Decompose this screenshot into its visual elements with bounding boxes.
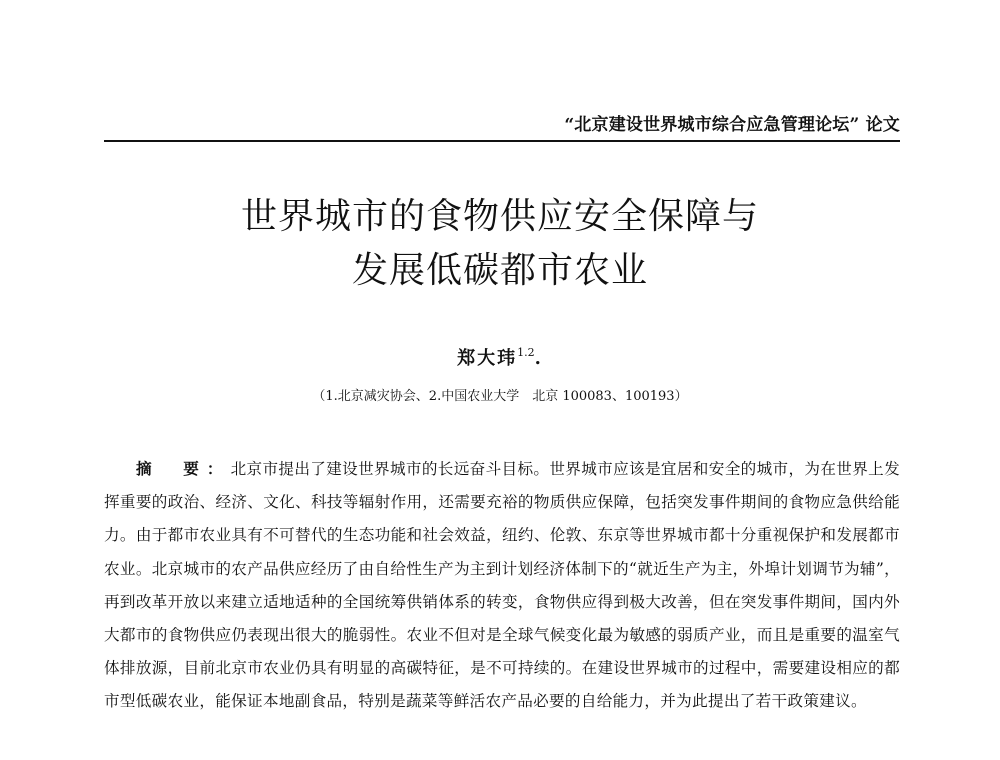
abstract-label: 摘 要： [136,459,231,478]
abstract-text: 北京市提出了建设世界城市的长远奋斗目标。世界城市应该是宜居和安全的城市，为在世界上发挥重要的政治、经济、文化、科技等辐射作用，还需要充裕的物质供应保障，包括突发事件期间的食物应急供给能力。由于都市农业具有不可替代的生态功能和社会效益，纽约、伦敦、东京等世界城市都十分重视保护和发展都市农业。北京城市的农产品供应经历了由自给性生产为主到计划经济体制下的“就近生产为主，外埠计划调节为辅”，再到改革开放以来建立适地适种的全国统筹供销体系的转变，食物供应得到极大改善，但在突发事件期间，国内外大都市的食物供应仍表现出很大的脆弱性。农业不但对是全球气候变化最为敏感的弱质产业，而且是重要的温室气体排放源，目前北京市农业仍具有明显的高碳特征，是不可持续的。在建设世界城市的过程中，需要建设相应的都市型低碳农业，能保证本地副食品，特别是蔬菜等鲜活农产品必要的自给能力，并为此提出了若干政策建议。 [104,460,900,711]
running-header: “北京建设世界城市综合应急管理论坛” 论文 [564,115,900,135]
author-affiliation-marks: 1.2 [517,346,535,359]
paper-title [100,190,900,298]
abstract [104,452,900,719]
header-divider [104,140,900,142]
title-line-2: 发展低碳都市农业 [351,250,648,291]
author-trail: . [534,348,543,369]
author-name: 郑大玮 [457,348,518,369]
title-line-1: 世界城市的食物供应安全保障与 [240,196,759,237]
author-line [100,340,900,372]
affiliation-line: （1.北京减灾协会、2.中国农业大学 北京 100083、100193） [312,389,688,404]
